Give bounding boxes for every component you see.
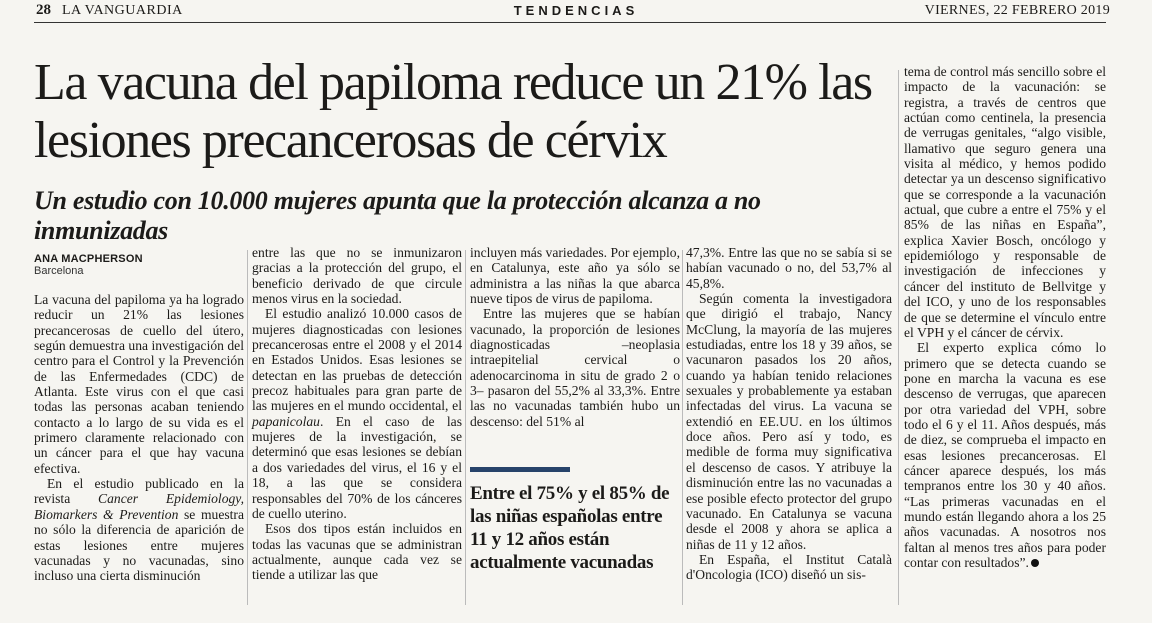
paragraph	[34, 476, 244, 583]
publication-name: LA VANGUARDIA	[62, 3, 183, 18]
paragraph: tema de control más sencillo sobre el impacto de la vacunación: se registra, a través de centros que actúan como centinela, la presencia de verrugas genitales, “algo visible, llamativo que seguro genera una visita al médico, y hemos podido detectar ya un descenso significativo que se corresponde a la vacunación actual, que cubre a entre el 75% y el 85% de las niñas en España”, explica Xavier Bosch, oncólogo y epidemiólogo y responsable de investigación de infecciones y cáncer del instituto de Bellvitge y del ICO, y uno de los responsables de que se determine el vínculo entre el VPH y el cáncer de cérvix.	[904, 64, 1106, 340]
article-column-5	[904, 64, 1106, 570]
page-header	[20, 2, 1132, 22]
paragraph	[252, 306, 462, 521]
journal-name: Cancer Epidemiology, Biomarkers & Prevention	[34, 491, 244, 522]
text-run: El estudio analizó 10.000 casos de mujeres diagnosticadas con lesiones precancerosas entre el 2008 y el 2014 en Estados Unidos. Esas lesiones se detectan en las pruebas de detección precoz habituales para gran parte de las mujeres en el mundo occidental, el	[252, 306, 462, 414]
article-column-4	[686, 245, 892, 583]
column-divider	[898, 70, 899, 605]
paragraph	[904, 340, 1106, 570]
subheadline: Un estudio con 10.000 mujeres apunta que la protección alcanza a no inmunizadas	[34, 186, 761, 245]
article-column-2	[252, 245, 462, 583]
end-mark-icon	[1031, 559, 1039, 567]
page-number: 28	[36, 2, 51, 18]
paragraph: 47,3%. Entre las que no se sabía si se habían vacunado o no, del 53,7% al 45,8%.	[686, 245, 892, 291]
paragraph: Esos dos tipos están incluidos en todas las vacunas que se administran actualmente, aunque cada vez se tiende a utilizar las que	[252, 521, 462, 583]
pull-quote-accent-bar	[470, 467, 570, 472]
paragraph: La vacuna del papiloma ya ha logrado reducir un 21% las lesiones precancerosas de cuello del útero, según demuestra una investigación del centro para el Control y la Prevención de las Enfermedades (CDC) de Atlanta. Este virus con el que casi todas las personas acaban teniendo contacto a lo largo de su vida es el primero claramente relacionado con un cáncer para el que hay vacuna efectiva.	[34, 292, 244, 476]
column-divider	[465, 250, 466, 605]
text-run: se muestra no sólo la diferencia de aparición de estas lesiones entre mujeres vacunadas y no vacunadas, sino incluso una cierta disminución	[34, 506, 244, 584]
section-name: TENDENCIAS	[513, 3, 639, 18]
paragraph: En España, el Institut Català d'Oncologia (ICO) diseñó un sis-	[686, 551, 892, 583]
pull-quote	[470, 467, 678, 574]
column-divider	[682, 250, 683, 605]
text-run: En el estudio publicado en la revista	[34, 476, 244, 507]
paragraph: Entre las mujeres que se habían vacunado, la proporción de lesiones diagnosticadas –neoplasia intraepitelial cervical o adenocarcinoma in situ de grado 2 o 3– pasaron del 55,2% al 33,3%. Entre las no vacunadas también hubo un descenso: del 51% al	[470, 306, 680, 429]
header-rule	[34, 22, 1106, 23]
paragraph: entre las que no se inmunizaron gracias a la protección del grupo, el beneficio derivado de que circule menos virus en la sociedad.	[252, 245, 462, 307]
author-location: Barcelona	[34, 265, 84, 277]
text-run: El experto explica cómo lo primero que se detecta cuando se pone en marcha la vacuna es ese descenso de verrugas, que aparecen por otra variedad del VPH, sobre todo el 6 y el 11. Años después, más de diez, se comprueba el impacto en esas lesiones precancerosas. El cáncer aparece después, los más tempranos entre los 30 y 40 años. “Las primeras vacunadas en el mundo están llegando ahora a los 25 años vacunadas. A nosotros nos faltan al menos tres años para poder contar con resultados”.	[904, 340, 1106, 570]
headline: La vacuna del papiloma reduce un 21% las lesiones precancerosas de cérvix	[34, 54, 872, 169]
text-run: . En el caso de las mujeres de la investigación, se determinó que esas lesiones se debían a dos variedades del virus, el 16 y el 18, a las que se considera responsables del 70% de los cánceres de cuello uterino.	[252, 413, 462, 521]
pull-quote-text: Entre el 75% y el 85% de las niñas españolas entre 11 y 12 años están actualmente vacunadas	[470, 483, 670, 573]
column-divider	[247, 250, 248, 605]
issue-date: VIERNES, 22 FEBRERO 2019	[924, 3, 1110, 18]
italic-term: papanicolau	[252, 413, 320, 429]
article-column-3	[470, 245, 680, 429]
paragraph: incluyen más variedades. Por ejemplo, en Catalunya, este año ya sólo se administra a las niñas la que abarca nueve tipos de virus de papiloma.	[470, 245, 680, 307]
article-column-1	[34, 292, 244, 584]
paragraph: Según comenta la investigadora que dirigió el trabajo, Nancy McClung, la mayoría de las mujeres estudiadas, entre los 18 y 39 años, se vacunaron pasados los 20 años, cuando ya habían tenido relaciones sexuales y probablemente ya estaban infectadas del virus. La vacuna se extendió en EE.UU. en los últimos doce años. Pero así y todo, es medible de forma muy significativa el descenso de casos. Y atribuye la disminución entre las no vacunadas a ese posible efecto protector del grupo vacunado. En Catalunya se vacuna desde el 2008 y ahora se aplica a niñas de 11 y 12 años.	[686, 291, 892, 552]
byline	[34, 253, 244, 277]
author-name: ANA MACPHERSON	[34, 253, 143, 265]
